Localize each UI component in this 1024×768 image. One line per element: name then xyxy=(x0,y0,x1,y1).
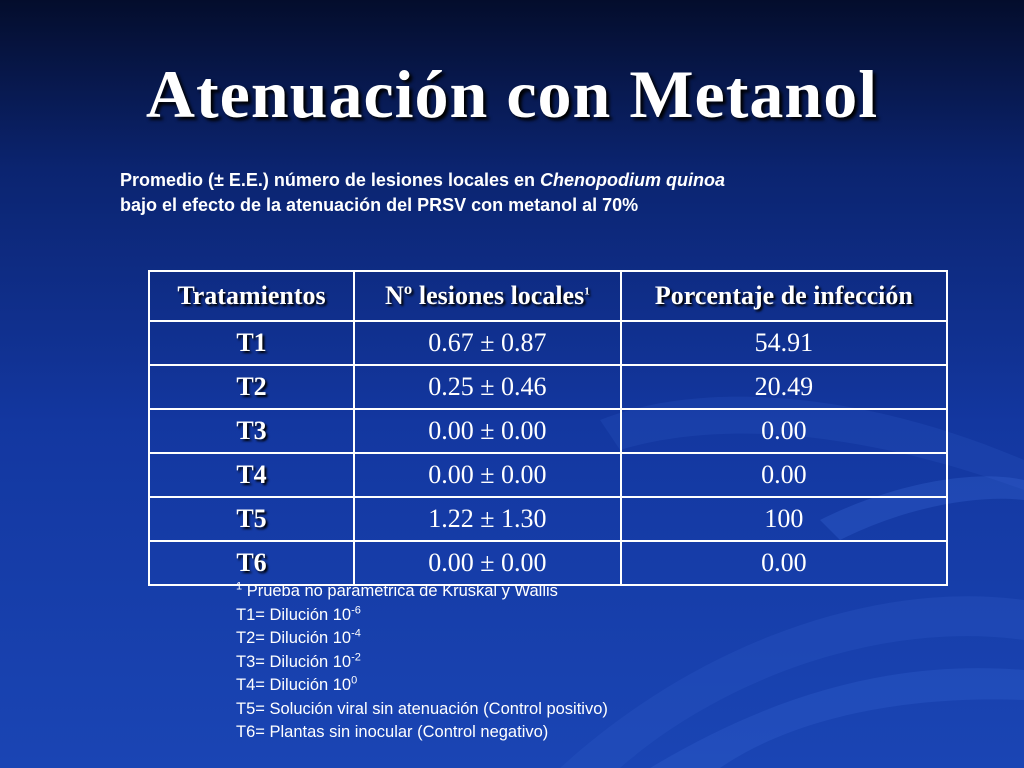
legend-t4-text: T4= Dilución 10 xyxy=(236,676,352,694)
cell-lesions: 0.67 ± 0.87 xyxy=(354,321,621,365)
legend-t2-text: T2= Dilución 10 xyxy=(236,629,352,647)
cell-infection: 54.91 xyxy=(621,321,947,365)
cell-lesions: 0.00 ± 0.00 xyxy=(354,409,621,453)
header-lesions-label: Nº lesiones locales xyxy=(384,281,585,310)
header-lesions-footnote-mark: 1 xyxy=(584,285,590,298)
table-row xyxy=(149,497,947,541)
cell-infection: 0.00 xyxy=(621,541,947,585)
subtitle-species: Chenopodium quinoa xyxy=(540,170,725,190)
cell-lesions: 0.00 ± 0.00 xyxy=(354,453,621,497)
header-lesions xyxy=(354,271,621,321)
cell-treatment: T1 xyxy=(149,321,354,365)
cell-infection: 100 xyxy=(621,497,947,541)
header-infection: Porcentaje de infección xyxy=(621,271,947,321)
header-treatments: Tratamientos xyxy=(149,271,354,321)
subtitle-line2: bajo el efecto de la atenuación del PRSV con metanol al 70% xyxy=(120,195,639,215)
legend-t3 xyxy=(236,651,936,675)
cell-treatment: T4 xyxy=(149,453,354,497)
legend-t1-text: T1= Dilución 10 xyxy=(236,605,352,624)
legend-t4-exponent: 0 xyxy=(351,674,358,687)
table-row xyxy=(149,365,947,409)
cell-treatment: T6 xyxy=(149,541,354,585)
cell-infection: 0.00 xyxy=(621,409,947,453)
legend-t1-exponent: -6 xyxy=(351,604,361,616)
table-header-row xyxy=(149,271,947,321)
table-row xyxy=(149,453,947,497)
cell-treatment: T5 xyxy=(149,497,354,541)
footnote-mark: 1 xyxy=(236,580,243,593)
table-row xyxy=(149,321,947,365)
cell-treatment: T2 xyxy=(149,365,354,409)
cell-lesions: 1.22 ± 1.30 xyxy=(354,497,621,541)
cell-infection: 20.49 xyxy=(621,365,947,409)
results-table xyxy=(148,270,948,586)
table-row xyxy=(149,541,947,585)
legend-t3-exponent: -2 xyxy=(351,651,361,663)
legend-t4 xyxy=(236,674,936,698)
legend-t2-exponent: -4 xyxy=(351,627,361,640)
footnote-kruskal xyxy=(236,580,936,604)
legend-t3-text: T3= Dilución 10 xyxy=(236,652,352,671)
table-row xyxy=(149,409,947,453)
cell-infection: 0.00 xyxy=(621,453,947,497)
cell-treatment: T3 xyxy=(149,409,354,453)
footnotes xyxy=(236,580,936,745)
legend-t6: T6= Plantas sin inocular (Control negativo) xyxy=(236,723,549,741)
legend-t5: T5= Solución viral sin atenuación (Control positivo) xyxy=(236,699,608,718)
cell-lesions: 0.25 ± 0.46 xyxy=(354,365,621,409)
legend-t1 xyxy=(236,604,936,628)
slide-subtitle xyxy=(120,168,920,218)
footnote-text: Prueba no paramétrica de Kruskal y Wallis xyxy=(242,582,558,600)
subtitle-text: Promedio (± E.E.) número de lesiones locales en xyxy=(120,170,540,190)
cell-lesions: 0.00 ± 0.00 xyxy=(354,541,621,585)
legend-t2 xyxy=(236,627,936,651)
slide-title: Atenuación con Metanol xyxy=(145,56,879,132)
